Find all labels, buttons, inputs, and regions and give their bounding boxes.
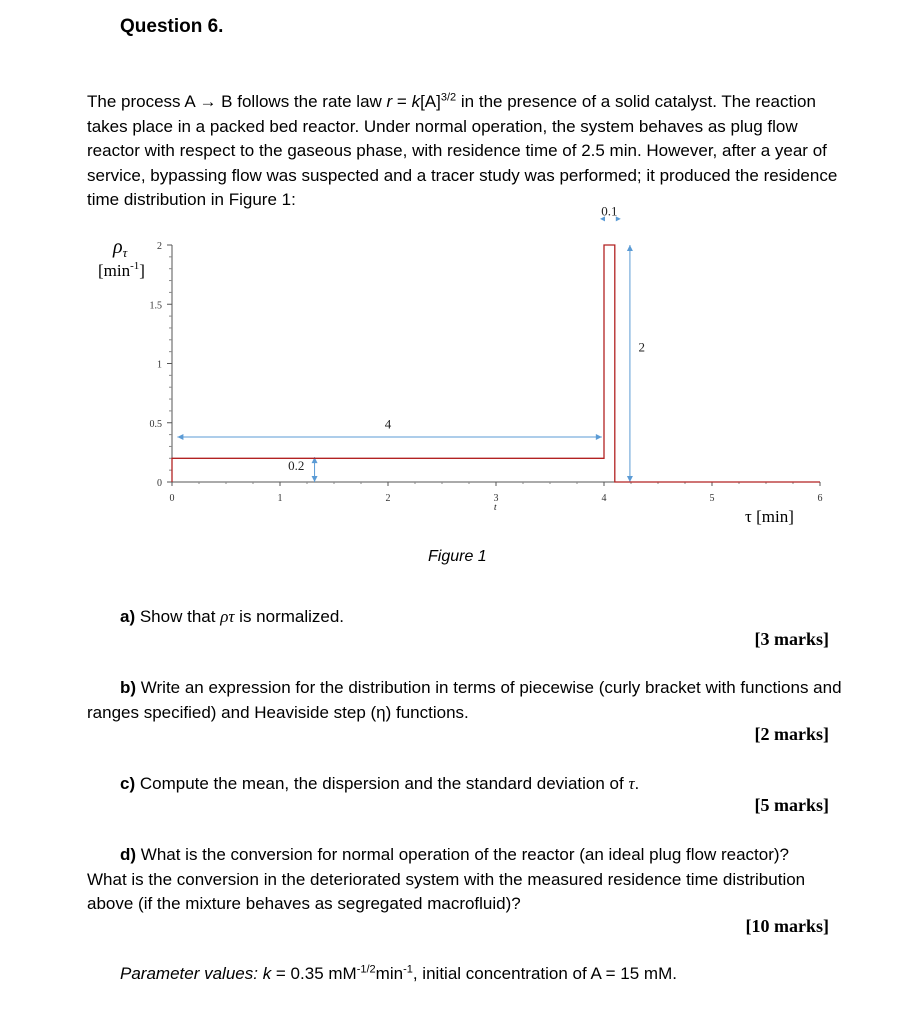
part-b-text: Write an expression for the distribution in terms of piecewise (curly bracket with functions and ranges specified) and Heaviside step (η) functions. xyxy=(87,678,842,722)
annotation-label: 0.2 xyxy=(288,458,305,474)
x-tick-label: 3 xyxy=(493,493,499,504)
intro-text-2: B follows the rate law xyxy=(216,92,387,111)
x-axis-label: τ [min] xyxy=(745,507,794,526)
y-tick-label: 1 xyxy=(157,359,162,371)
y-tick-label: 2 xyxy=(157,241,162,252)
part-a-symbol: ρτ xyxy=(220,607,235,626)
width-arrow-4-head-right xyxy=(596,434,602,440)
height-arrow-0.2-head-bottom xyxy=(312,476,318,482)
height-arrow-2-head-bottom xyxy=(627,476,633,482)
part-b xyxy=(87,676,847,725)
part-c-symbol: τ xyxy=(628,774,635,793)
x-tick-label: 1 xyxy=(277,493,283,504)
width-arrow-4-head-left xyxy=(177,434,183,440)
part-c-text-pre: Compute the mean, the dispersion and the standard deviation of xyxy=(135,774,629,793)
part-d-marks: [10 marks] xyxy=(745,916,829,936)
params-text-2: min xyxy=(375,964,404,983)
params-text-3: , initial concentration of A = 15 mM. xyxy=(412,964,677,983)
y-label-symbol: $\rho_\tau$ xyxy=(113,236,128,260)
chart-ticks xyxy=(150,241,823,504)
params-exp-2: -1 xyxy=(403,963,413,976)
concentration-term: [A] xyxy=(420,92,441,111)
parameter-values xyxy=(120,964,677,984)
rate-symbol: r xyxy=(386,92,393,111)
rate-exponent: 3/2 xyxy=(440,91,457,104)
question-title: Question 6. xyxy=(120,16,224,37)
y-tick-label: 0 xyxy=(157,478,162,489)
y-tick-label: 0.5 xyxy=(149,418,162,430)
intro-text-3: in the presence of a solid catalyst. The reaction takes place in a packed bed reactor. Under normal operation, the system behaves as plug flow reactor with respect to the gaseous phase, with residence time of 2.5 min. However, after a year of service, bypassing flow was suspected and a tracer study was performed; it produced the residence time distribution in Figure 1: xyxy=(87,92,838,209)
figure-caption: Figure 1 xyxy=(428,548,487,565)
part-c-label: c) xyxy=(120,774,136,793)
arrow-symbol: → xyxy=(199,92,217,111)
intro-text-1: The process A xyxy=(87,92,200,111)
part-a-marks: [3 marks] xyxy=(754,629,829,649)
rate-constant-symbol: k xyxy=(411,92,421,111)
part-d-label: d) xyxy=(120,845,137,864)
part-d xyxy=(87,843,827,917)
equals-sign: = xyxy=(392,92,412,111)
x-tick-label: 5 xyxy=(709,493,715,504)
annotation-label: 2 xyxy=(638,339,646,355)
y-tick-label: 1.5 xyxy=(149,300,162,312)
params-label: Parameter values: xyxy=(120,964,258,983)
params-k-symbol: k xyxy=(262,964,272,983)
height-arrow-2-head-top xyxy=(627,245,633,251)
params-exp-1: -1/2 xyxy=(356,963,376,976)
chart-series xyxy=(172,245,820,482)
y-axis-label xyxy=(98,236,145,280)
y-label-unit: $[\min^{-1}]$ xyxy=(98,260,145,280)
annotation-label: 0.1 xyxy=(601,203,618,219)
part-c-text-post: . xyxy=(634,774,640,793)
x-tick-label: 4 xyxy=(601,493,607,504)
annotation-label: 4 xyxy=(384,416,392,432)
x-tick-label: 0 xyxy=(169,493,175,504)
part-d-text: What is the conversion for normal operation of the reactor (an ideal plug flow reactor)? What is the conversion in the deteriorated system with the measured residence time distribution above (if the mixture behaves as segregated macrofluid)? xyxy=(87,845,806,913)
part-a-label: a) xyxy=(120,607,136,626)
part-b-label: b) xyxy=(120,678,137,697)
x-tick-label: 2 xyxy=(385,493,391,504)
part-a xyxy=(120,605,344,630)
params-text-1: = 0.35 mM xyxy=(271,964,357,983)
x-tick-label: 6 xyxy=(817,493,823,504)
part-a-text-pre: Show that xyxy=(135,607,221,626)
part-c-marks: [5 marks] xyxy=(754,795,829,815)
part-b-marks: [2 marks] xyxy=(754,724,829,744)
chart-axes xyxy=(172,245,820,482)
rtd-series-line xyxy=(172,245,820,482)
x-axis-note: t xyxy=(494,502,497,512)
part-a-text-post: is normalized. xyxy=(234,607,345,626)
part-c xyxy=(120,772,639,797)
chart-annotations xyxy=(177,203,645,482)
